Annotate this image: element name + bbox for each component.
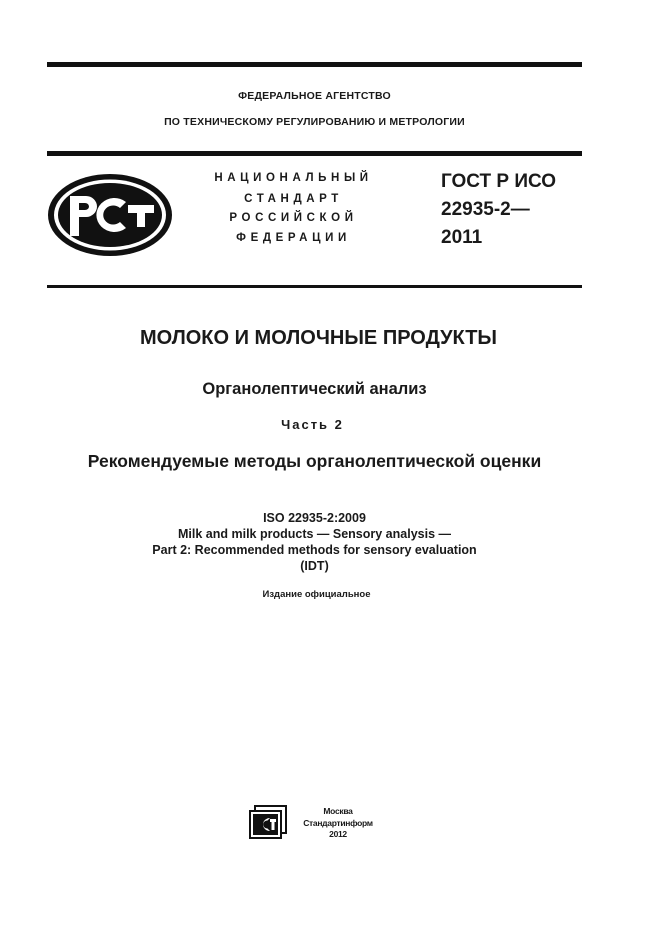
top-rule — [47, 62, 582, 67]
iso-equivalence: (IDT) — [300, 559, 329, 573]
standard-type-line-1: НАЦИОНАЛЬНЫЙ — [214, 172, 373, 184]
agency-line-1: ФЕДЕРАЛЬНОЕ АГЕНТСТВО — [238, 90, 391, 102]
standard-type-line-2: СТАНДАРТ — [244, 193, 343, 205]
middle-rule — [47, 151, 582, 156]
subtitle: Органолептический анализ — [202, 380, 427, 398]
bottom-rule — [47, 285, 582, 288]
designation-line-2: 22935-2— — [441, 199, 530, 220]
agency-line-2: ПО ТЕХНИЧЕСКОМУ РЕГУЛИРОВАНИЮ И МЕТРОЛОГИИ — [164, 116, 465, 128]
standard-type-line-3: РОССИЙСКОЙ — [229, 212, 358, 224]
main-title: МОЛОКО И МОЛОЧНЫЕ ПРОДУКТЫ — [139, 327, 498, 349]
iso-title-line-1: Milk and milk products — Sensory analysis — — [178, 527, 451, 541]
iso-title-line-2: Part 2: Recommended methods for sensory evaluation — [152, 543, 477, 557]
part-label: Часть 2 — [281, 417, 344, 432]
iso-designation: ISO 22935-2:2009 — [263, 511, 366, 525]
edition-note: Издание официальное — [262, 589, 371, 600]
publisher-name: Стандартинформ — [303, 818, 373, 828]
designation-line-3: 2011 — [441, 227, 483, 248]
rst-certification-mark-icon — [46, 172, 174, 258]
standartinform-logo-icon — [249, 805, 287, 839]
part-title: Рекомендуемые методы органолептической оценки — [87, 451, 542, 471]
publisher-city: Москва — [323, 806, 353, 816]
designation-line-1: ГОСТ Р ИСО — [441, 171, 557, 192]
publisher-year: 2012 — [329, 829, 347, 839]
standard-type-line-4: ФЕДЕРАЦИИ — [236, 232, 351, 244]
